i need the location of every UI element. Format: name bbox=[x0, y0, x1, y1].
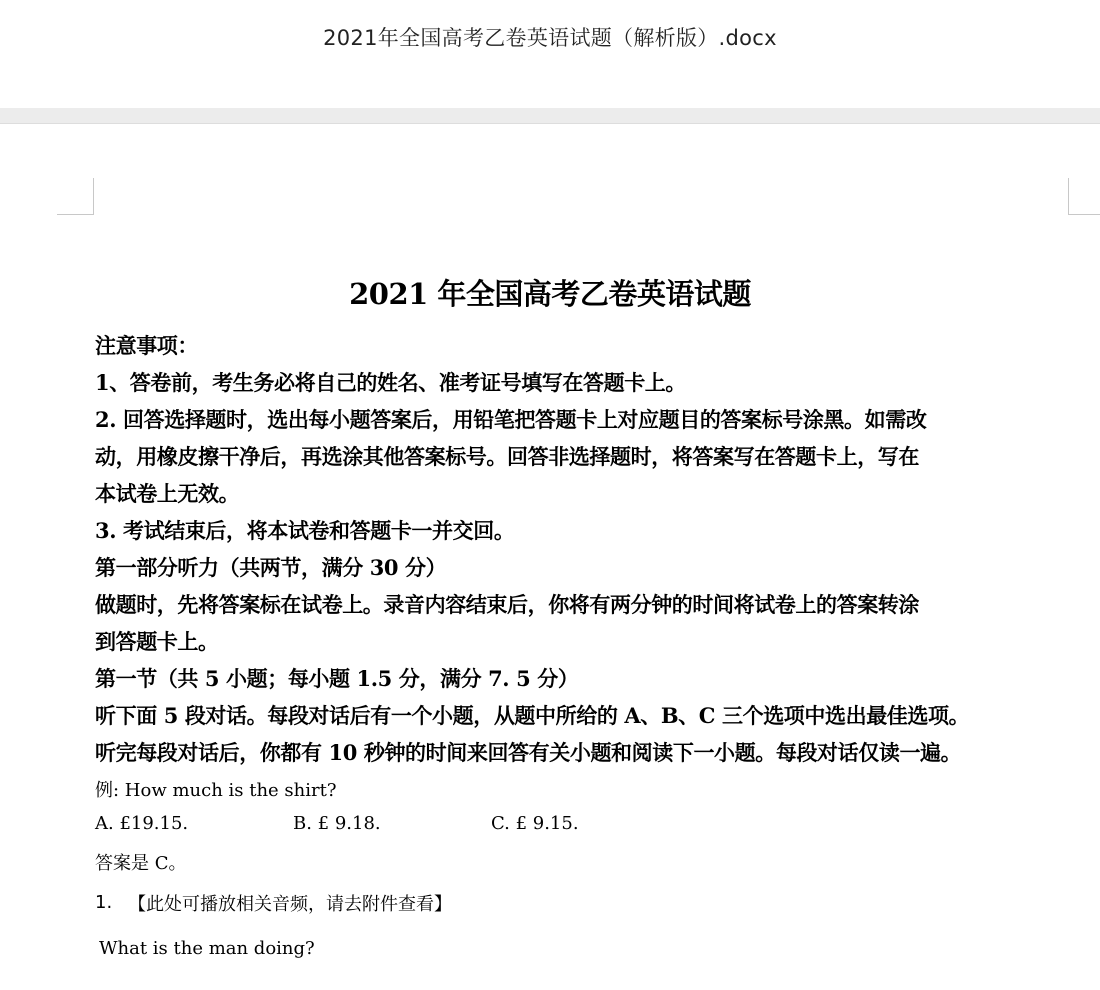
page-margin-corner-top-right bbox=[1068, 178, 1100, 215]
example-answer: 答案是 C。 bbox=[95, 853, 187, 874]
notice-line-1: 1、答卷前，考生务必将自己的姓名、准考证号填写在答题卡上。 bbox=[95, 370, 687, 395]
part1-instruction-b: 听完每段对话后，你都有 10 秒钟的时间来回答有关小题和阅读下一小题。每段对话仅读一遍。 bbox=[95, 740, 962, 765]
window-title-bar bbox=[0, 0, 1100, 108]
part1-instruction-a: 听下面 5 段对话。每段对话后有一个小题，从题中所给的 A、B、C 三个选项中选出最佳选项。 bbox=[95, 703, 970, 728]
example-option-b: B. £ 9.18. bbox=[293, 813, 381, 834]
notice-line-2c: 本试卷上无效。 bbox=[95, 481, 240, 506]
part1-heading: 第一节（共 5 小题；每小题 1.5 分，满分 7. 5 分） bbox=[95, 666, 579, 691]
notice-line-2a: 2. 回答选择题时，选出每小题答案后，用铅笔把答题卡上对应题目的答案标号涂黑。如需改 bbox=[95, 407, 927, 432]
listening-instruction-a: 做题时，先将答案标在试卷上。录音内容结束后，你将有两分钟的时间将试卷上的答案转涂 bbox=[95, 592, 919, 617]
toolbar-divider bbox=[0, 108, 1100, 124]
question-1-number: 1. bbox=[95, 892, 113, 913]
example-option-c: C. £ 9.15. bbox=[491, 813, 579, 834]
question-1-text: What is the man doing? bbox=[99, 938, 315, 959]
page-margin-corner-top-left bbox=[57, 178, 94, 215]
notice-line-2b: 动，用橡皮擦干净后，再选涂其他答案标号。回答非选择题时，将答案写在答题卡上，写在 bbox=[95, 444, 919, 469]
example-option-a: A. £19.15. bbox=[95, 813, 189, 834]
document-filename: 2021年全国高考乙卷英语试题（解析版）.docx bbox=[323, 26, 777, 50]
notice-line-3: 3. 考试结束后，将本试卷和答题卡一并交回。 bbox=[95, 518, 515, 543]
question-1-audio-note[interactable]: 【此处可播放相关音频，请去附件查看】 bbox=[128, 894, 452, 915]
example-question: 例: How much is the shirt? bbox=[95, 780, 337, 801]
listening-instruction-b: 到答题卡上。 bbox=[95, 629, 219, 654]
document-heading: 2021 年全国高考乙卷英语试题 bbox=[349, 277, 751, 311]
section-listening-heading: 第一部分听力（共两节，满分 30 分） bbox=[95, 555, 447, 580]
notice-title: 注意事项： bbox=[95, 333, 198, 358]
document-page[interactable] bbox=[0, 124, 1100, 990]
